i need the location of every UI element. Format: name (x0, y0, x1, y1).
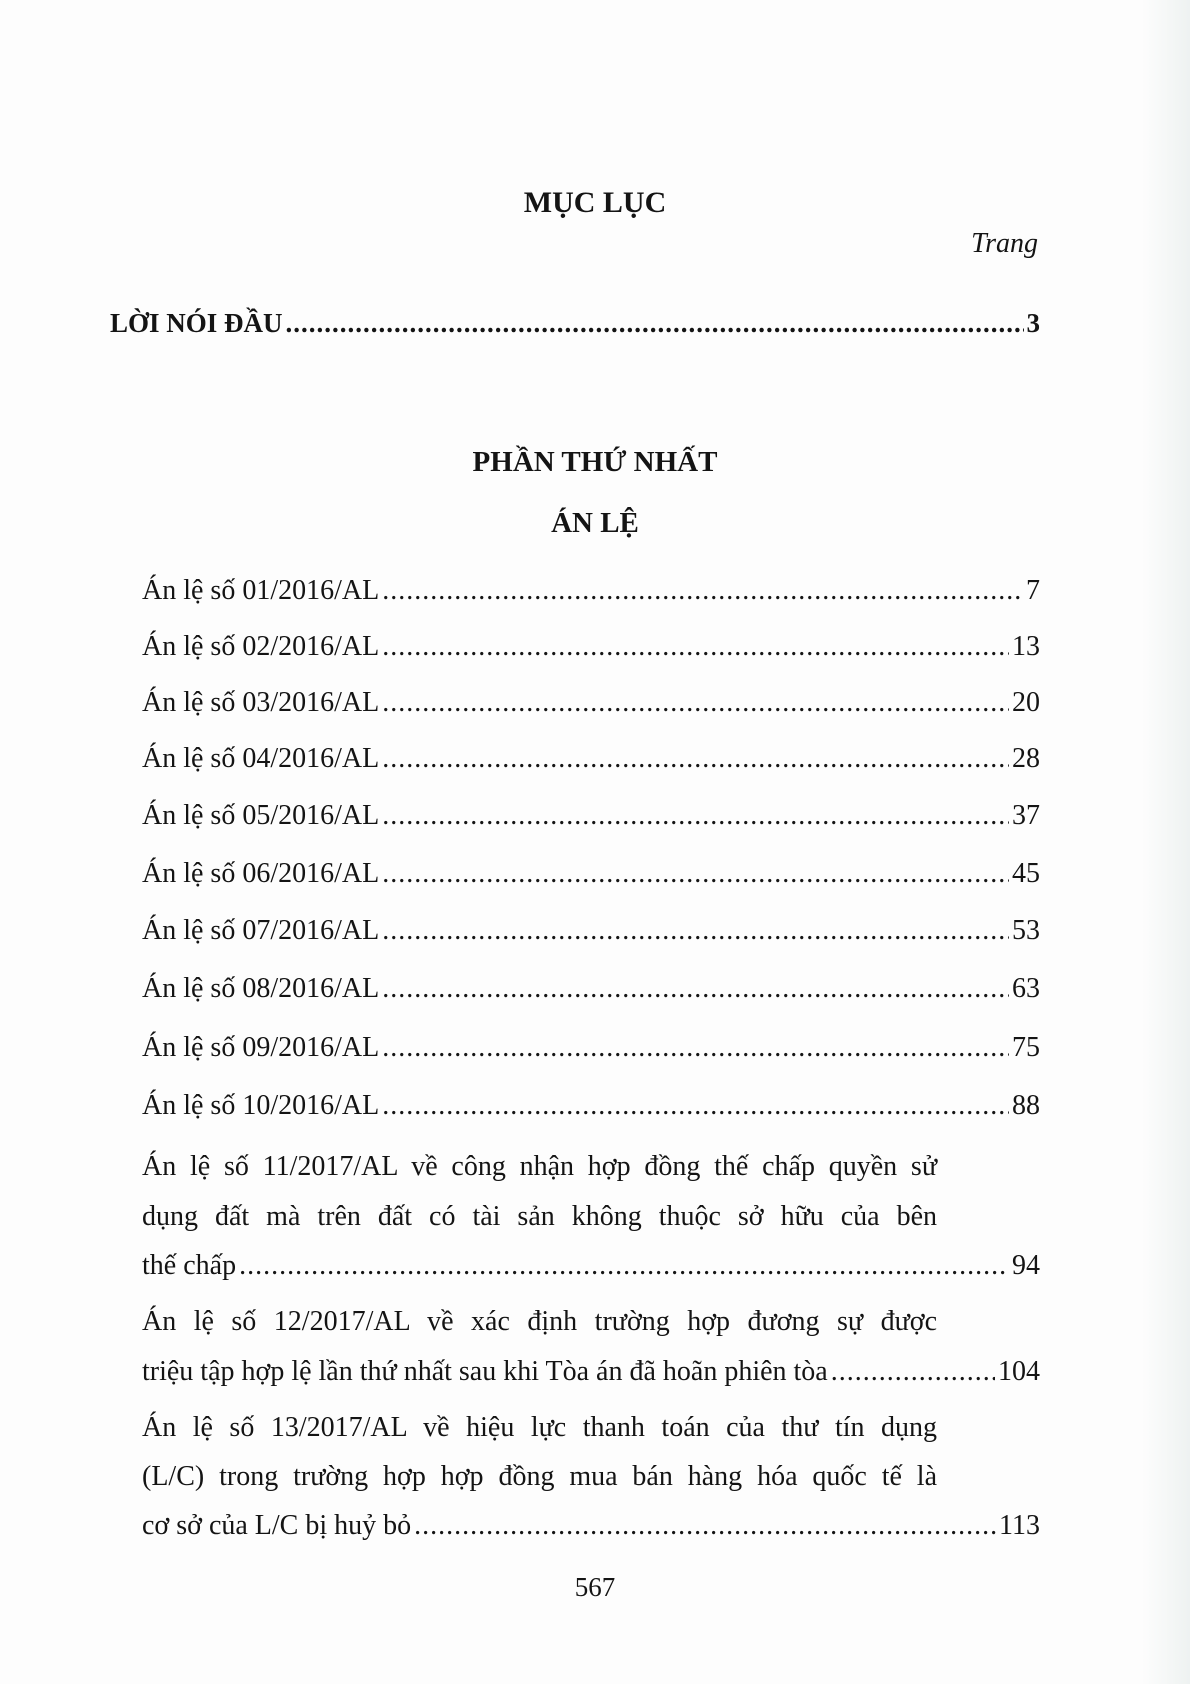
toc-entry[interactable] (142, 1029, 1040, 1067)
toc-entry-page: 94 (1012, 1250, 1040, 1281)
toc-entry-page: 3 (1026, 308, 1040, 338)
toc-entry-last-line (142, 1247, 1040, 1285)
toc-entry[interactable] (142, 1087, 1040, 1125)
toc-entry-label: Án lệ số 04/2016/AL (142, 743, 380, 774)
toc-entry-preface[interactable] (110, 304, 1040, 342)
page-edge-shadow (1142, 0, 1190, 1684)
toc-entry-text-line: dụng đất mà trên đất có tài sản không thuộc sở hữu của bên (142, 1201, 937, 1232)
toc-entry[interactable] (142, 970, 1040, 1008)
toc-entry-page: 53 (1012, 915, 1040, 946)
toc-entry-page: 104 (998, 1356, 1040, 1387)
toc-entry-label: Án lệ số 02/2016/AL (142, 631, 380, 662)
toc-entry-page: 13 (1012, 631, 1040, 662)
dot-leader (382, 855, 1009, 893)
toc-entry-label: thế chấp (142, 1250, 237, 1281)
dot-leader (286, 304, 1024, 342)
toc-entry-label: Án lệ số 06/2016/AL (142, 858, 380, 889)
toc-entry-last-line (142, 1353, 1040, 1391)
toc-entry-page: 37 (1012, 800, 1040, 831)
dot-leader (382, 628, 1009, 666)
toc-entry-label: cơ sở của L/C bị huỷ bỏ (142, 1510, 412, 1541)
dot-leader (239, 1247, 1009, 1285)
dot-leader (831, 1353, 995, 1391)
toc-entry-last-line (142, 1507, 1040, 1545)
dot-leader (382, 1087, 1009, 1125)
toc-entry[interactable] (142, 572, 1040, 610)
footer-page-number: 567 (574, 1572, 616, 1602)
toc-entry-label: triệu tập hợp lệ lần thứ nhất sau khi Tòa án đã hoãn phiên tòa (142, 1356, 828, 1387)
toc-entry-page: 113 (999, 1510, 1040, 1541)
toc-entry[interactable] (142, 797, 1040, 835)
toc-entry-page: 45 (1012, 858, 1040, 889)
dot-leader (414, 1507, 996, 1545)
dot-leader (382, 970, 1009, 1008)
page-column-label: Trang (971, 228, 1038, 259)
toc-entry[interactable] (142, 740, 1040, 778)
dot-leader (382, 572, 1023, 610)
toc-entry-label: Án lệ số 05/2016/AL (142, 800, 380, 831)
dot-leader (382, 1029, 1009, 1067)
toc-entry-label: Án lệ số 01/2016/AL (142, 575, 380, 606)
dot-leader (382, 684, 1009, 722)
toc-entry-page: 88 (1012, 1090, 1040, 1121)
toc-entry-label: Án lệ số 09/2016/AL (142, 1032, 380, 1063)
toc-entry-label: Án lệ số 03/2016/AL (142, 687, 380, 718)
toc-entry-label: Án lệ số 08/2016/AL (142, 973, 380, 1004)
toc-entry-text-line: Án lệ số 12/2017/AL về xác định trường hợp đương sự được (142, 1306, 937, 1337)
toc-entry-text-line: Án lệ số 11/2017/AL về công nhận hợp đồng thế chấp quyền sử (142, 1151, 937, 1182)
toc-entry-page: 75 (1012, 1032, 1040, 1063)
toc-entry-label: Án lệ số 07/2016/AL (142, 915, 380, 946)
toc-entry-page: 28 (1012, 743, 1040, 774)
toc-entry-page: 7 (1026, 575, 1040, 606)
toc-entry-page: 20 (1012, 687, 1040, 718)
toc-entry[interactable] (142, 855, 1040, 893)
part-subheading: ÁN LỆ (551, 507, 639, 539)
toc-title: MỤC LỤC (523, 186, 667, 219)
toc-entry-text-line: (L/C) trong trường hợp hợp đồng mua bán hàng hóa quốc tế là (142, 1461, 937, 1492)
toc-entry[interactable] (142, 684, 1040, 722)
toc-entry-page: 63 (1012, 973, 1040, 1004)
part-heading: PHẦN THỨ NHẤT (472, 446, 718, 478)
toc-entry[interactable] (142, 912, 1040, 950)
dot-leader (382, 797, 1009, 835)
dot-leader (382, 912, 1009, 950)
toc-entry[interactable] (142, 628, 1040, 666)
toc-entry-text-line: Án lệ số 13/2017/AL về hiệu lực thanh toán của thư tín dụng (142, 1412, 937, 1443)
toc-entry-label: LỜI NÓI ĐẦU (110, 308, 283, 338)
toc-entry-label: Án lệ số 10/2016/AL (142, 1090, 380, 1121)
dot-leader (382, 740, 1009, 778)
